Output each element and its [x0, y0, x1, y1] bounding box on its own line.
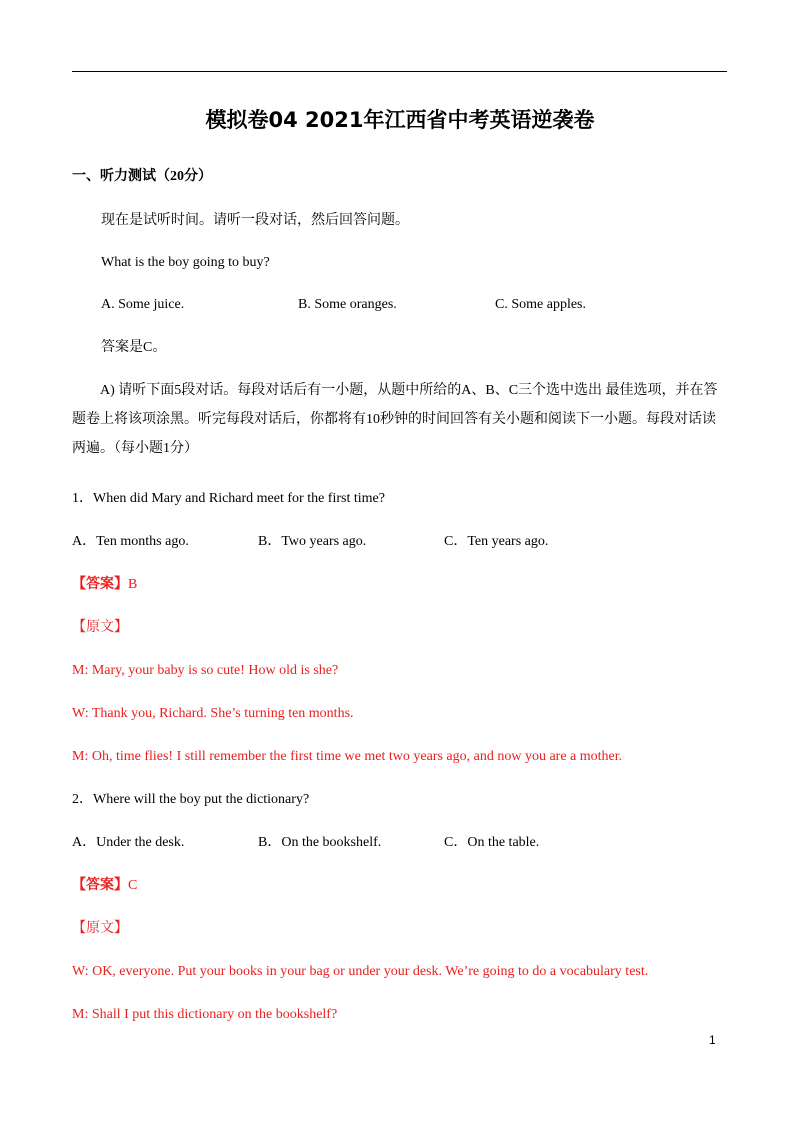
practice-answer: 答案是C。: [101, 340, 167, 355]
practice-intro: 现在是试听时间。请听一段对话，然后回答问题。: [101, 213, 409, 228]
q2-option-a: A．Under the desk.: [72, 835, 185, 850]
answer-value: B: [128, 577, 138, 592]
q1-transcript-line: W: Thank you, Richard. She’s turning ten months.: [72, 706, 354, 721]
q1-option-c: C．Ten years ago.: [444, 534, 549, 549]
q1-answer: [72, 576, 137, 594]
question-1: 1．When did Mary and Richard meet for the first time?: [72, 491, 385, 506]
q2-option-b: B．On the bookshelf.: [258, 835, 382, 850]
q1-text-label: 【原文】: [72, 620, 128, 635]
q1-transcript-line: M: Oh, time flies! I still remember the first time we met two years ago, and now you are a mother.: [72, 749, 623, 764]
practice-question: What is the boy going to buy?: [101, 255, 270, 270]
header-rule: [72, 71, 727, 72]
practice-option-c: C. Some apples.: [495, 297, 586, 312]
question-2: 2．Where will the boy put the dictionary?: [72, 792, 310, 807]
answer-label: 【答案】: [72, 577, 128, 592]
page-number: 1: [709, 1033, 716, 1047]
section-heading: 一、听力测试（20分）: [72, 169, 212, 184]
page-title: 模拟卷04 2021年江西省中考英语逆袭卷: [205, 108, 595, 132]
answer-label: 【答案】: [72, 878, 128, 893]
part-a-instructions: A) 请听下面5段对话。每段对话后有一小题，从题中所给的A、B、C三个选中选出 最佳选项，并在答题卷上将该项涂黑。听完每段对话后，你都将有10秒钟的时间回答有关小题和阅读下一小题。每段对话读两遍。（每小题1分）: [72, 383, 718, 456]
practice-option-a: A. Some juice.: [101, 297, 185, 312]
q1-option-a: A．Ten months ago.: [72, 534, 189, 549]
q2-text-label: 【原文】: [72, 921, 128, 936]
q1-transcript-line: M: Mary, your baby is so cute! How old is she?: [72, 663, 339, 678]
answer-value: C: [128, 878, 138, 893]
q2-option-c: C．On the table.: [444, 835, 540, 850]
q1-option-b: B．Two years ago.: [258, 534, 367, 549]
practice-option-b: B. Some oranges.: [298, 297, 397, 312]
q2-transcript-line: W: OK, everyone. Put your books in your bag or under your desk. We’re going to do a vocabulary test.: [72, 964, 649, 979]
q2-answer: [72, 877, 137, 895]
q2-transcript-line: M: Shall I put this dictionary on the bookshelf?: [72, 1007, 338, 1022]
